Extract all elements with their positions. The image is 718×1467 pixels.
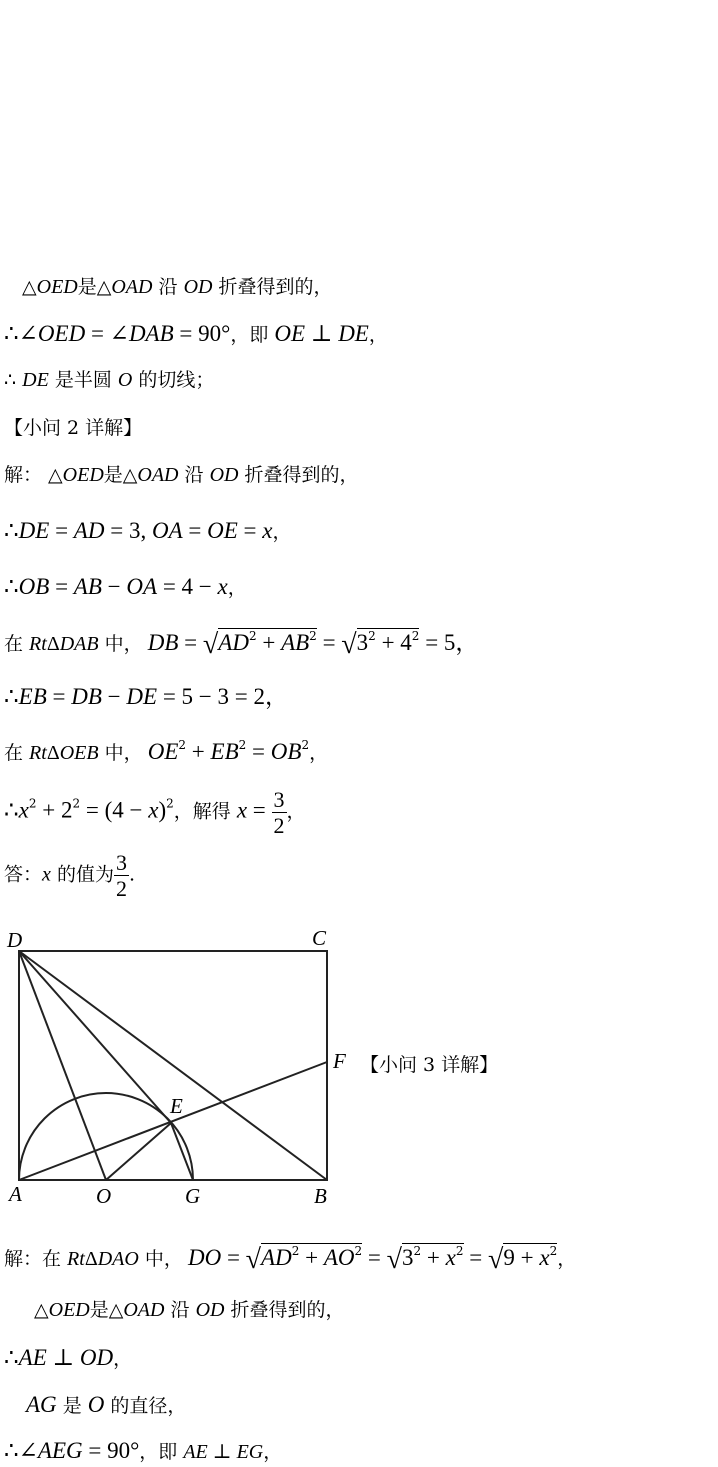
line-angle-aeg: ∴∠AEG = 90°，即 AE ⊥ EG， xyxy=(4,1438,283,1463)
label-point-e: E xyxy=(170,1094,183,1118)
sqrt-9-x: $9 + x^2$ xyxy=(503,1244,558,1270)
line-tangent-conclusion: ∴ DE 是半圆 O 的切线； xyxy=(4,369,215,391)
sqrt-3-x: $3^2 + x^2$ xyxy=(402,1244,464,1270)
line-ob: ∴OB = AB − OA = 4 − x， xyxy=(4,574,247,599)
section-heading-part3: 【小问 3 详解】 xyxy=(360,1054,499,1076)
segment-eg xyxy=(171,1123,193,1180)
segment-af xyxy=(19,1062,327,1180)
line-fold-statement-2: 解： △OED是△OAD 沿 OD 折叠得到的， xyxy=(4,464,359,486)
line-fold-statement-3: △OED是△OAD 沿 OD 折叠得到的， xyxy=(34,1299,345,1321)
segment-oe xyxy=(106,1123,171,1180)
line-angle-oed: ∴∠OED = ∠DAB = 90°，即 OE ⊥ DE， xyxy=(4,321,388,346)
line-answer: 答：x 的值为 $\frac{3}{2}$ . xyxy=(4,850,135,902)
label-point-b: B xyxy=(314,1184,327,1208)
line-do-pythagoras: 解：在 RtΔDAO 中， DO = $√AD^2 + AO^2 = √3^2 + x^2 = √9 + x^2$， xyxy=(4,1244,577,1275)
label-point-c: C xyxy=(312,926,327,950)
label-point-g: G xyxy=(185,1184,201,1208)
label-point-f: F xyxy=(333,1049,346,1073)
segment-de xyxy=(19,951,171,1123)
line-ae-perp-od: ∴AE ⊥ OD， xyxy=(4,1345,133,1370)
label-point-d: D xyxy=(7,928,23,952)
segment-do xyxy=(19,951,106,1180)
line-ag-diameter: AG 是 O 的直径， xyxy=(26,1392,187,1417)
sqrt-ad-ao: $AD^2 + AO^2$ xyxy=(261,1244,363,1270)
fraction-three-halves: $\frac{3}{2}$ xyxy=(273,787,285,839)
sqrt-3-4: $3^2 + 4^2$ xyxy=(356,629,420,655)
segment-db xyxy=(19,951,327,1180)
line-de-ad: ∴DE = AD = 3, OA = OE = x， xyxy=(4,518,292,543)
sqrt-ad-ab: $AD^2 + AB^2$ xyxy=(218,629,317,655)
section-heading-part2: 【小问 2 详解】 xyxy=(4,417,143,439)
semicircle-o xyxy=(19,1093,193,1180)
fraction-answer: $\frac{3}{2}$ xyxy=(115,850,127,902)
line-solve-x: $\therefore x^2 + 2^2 = (4 - x)^2$，解得 x = $\frac{3}{2}$ ， xyxy=(4,787,306,839)
line-oeb-pythagoras: 在 RtΔOEB 中， $OE^2 + EB^2 = OB^2$， xyxy=(4,738,329,764)
line-eb: ∴EB = DB − DE = 5 − 3 = 2， xyxy=(4,684,288,709)
line-db-pythagoras: 在 RtΔDAB 中， DB = $√AD^2 + AB^2 = √3^2 + 4^2 = 5$， xyxy=(4,629,479,660)
line-fold-statement-1: △OED是△OAD 沿 OD 折叠得到的， xyxy=(22,276,333,298)
label-point-o: O xyxy=(96,1184,112,1208)
label-point-a: A xyxy=(9,1182,22,1206)
